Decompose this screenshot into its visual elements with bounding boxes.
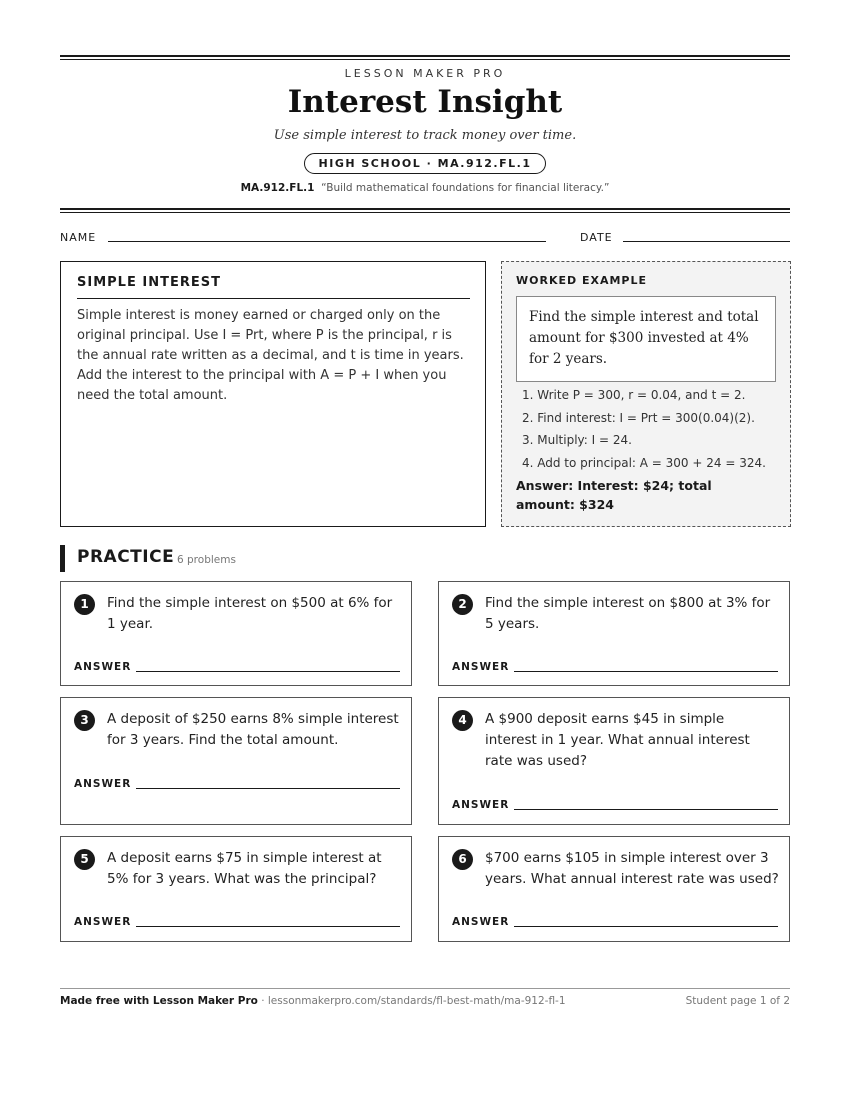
answer-label: ANSWER	[74, 778, 132, 790]
top-double-rule	[60, 55, 790, 60]
simple-interest-box	[60, 261, 486, 527]
step-2: 2. Find interest: I = Prt = 300(0.04)(2).	[522, 410, 755, 425]
header-bottom-rule	[60, 208, 790, 213]
problem-text: A deposit of $250 earns 8% simple interest for 3 years. Find the total amount.	[107, 711, 399, 748]
problem-number-badge: 6	[452, 849, 473, 870]
practice-accent-bar	[60, 545, 65, 572]
answer-label: ANSWER	[74, 661, 132, 673]
answer-field-5[interactable]	[136, 926, 400, 927]
problem-number-badge: 5	[74, 849, 95, 870]
practice-card-1	[60, 581, 412, 686]
answer-field-4[interactable]	[514, 809, 778, 810]
problem-text: Find the simple interest on $500 at 6% for 1 year.	[107, 595, 393, 632]
answer-field-3[interactable]	[136, 788, 400, 789]
worked-example-answer: Answer: Interest: $24; total amount: $324	[516, 478, 712, 512]
practice-card-5	[60, 836, 412, 942]
brand-label: LESSON MAKER PRO	[344, 67, 506, 80]
footer-made-by: Made free with Lesson Maker Pro	[60, 995, 258, 1007]
worked-example-box	[501, 261, 791, 527]
page-subtitle: Use simple interest to track money over time.	[273, 128, 577, 143]
practice-card-4	[438, 697, 790, 825]
date-label: DATE	[580, 231, 613, 244]
heading-underline	[77, 298, 470, 299]
footer-rule	[60, 988, 790, 989]
answer-field-6[interactable]	[514, 926, 778, 927]
badge-wrap	[60, 152, 790, 174]
problem-text: Find the simple interest on $800 at 3% for 5 years.	[485, 595, 771, 632]
date-field[interactable]	[623, 241, 790, 242]
name-field[interactable]	[108, 241, 546, 242]
grade-standard-badge: HIGH SCHOOL · MA.912.FL.1	[304, 153, 547, 174]
footer-credit	[60, 995, 566, 1007]
step-3: 3. Multiply: I = 24.	[522, 433, 632, 447]
name-label: NAME	[60, 231, 97, 244]
problem-number-badge: 1	[74, 594, 95, 615]
practice-count: 6 problems	[177, 554, 236, 566]
practice-card-2	[438, 581, 790, 686]
worked-example-steps	[522, 384, 787, 474]
problem-text: A $900 deposit earns $45 in simple interest in 1 year. What annual interest rate was used?	[485, 711, 750, 769]
standard-text: “Build mathematical foundations for financial literacy.”	[321, 182, 610, 194]
footer-url[interactable]: · lessonmakerpro.com/standards/fl-best-math/ma-912-fl-1	[257, 995, 566, 1007]
answer-label: ANSWER	[452, 916, 510, 928]
answer-label: ANSWER	[452, 799, 510, 811]
worked-example-heading: WORKED EXAMPLE	[516, 274, 647, 287]
answer-field-2[interactable]	[514, 671, 778, 672]
practice-heading: PRACTICE	[77, 547, 175, 567]
problem-text: A deposit earns $75 in simple interest at 5% for 3 years. What was the principal?	[107, 850, 382, 887]
answer-label: ANSWER	[74, 916, 132, 928]
step-4: 4. Add to principal: A = 300 + 24 = 324.	[522, 455, 766, 470]
standard-code: MA.912.FL.1	[240, 182, 315, 194]
answer-field-1[interactable]	[136, 671, 400, 672]
simple-interest-heading: SIMPLE INTEREST	[77, 275, 221, 290]
worked-example-problem: Find the simple interest and total amount for $300 invested at 4% for 2 years.	[516, 296, 776, 382]
standard-line	[60, 182, 790, 194]
simple-interest-body: Simple interest is money earned or charged only on the original principal. Use I = Prt, where P is the principal, r is the annual rate written as a decimal, and t is time in years. Add the interest to the principal with A = P + I when you need the total amount.	[77, 308, 464, 403]
problem-text: $700 earns $105 in simple interest over 3 years. What annual interest rate was used?	[485, 850, 779, 887]
answer-label: ANSWER	[452, 661, 510, 673]
page-title: Interest Insight	[287, 84, 563, 120]
problem-number-badge: 3	[74, 710, 95, 731]
footer-page-number: Student page 1 of 2	[685, 995, 790, 1007]
practice-card-3	[60, 697, 412, 825]
problem-number-badge: 2	[452, 594, 473, 615]
problem-number-badge: 4	[452, 710, 473, 731]
step-1: 1. Write P = 300, r = 0.04, and t = 2.	[522, 388, 746, 402]
practice-card-6	[438, 836, 790, 942]
